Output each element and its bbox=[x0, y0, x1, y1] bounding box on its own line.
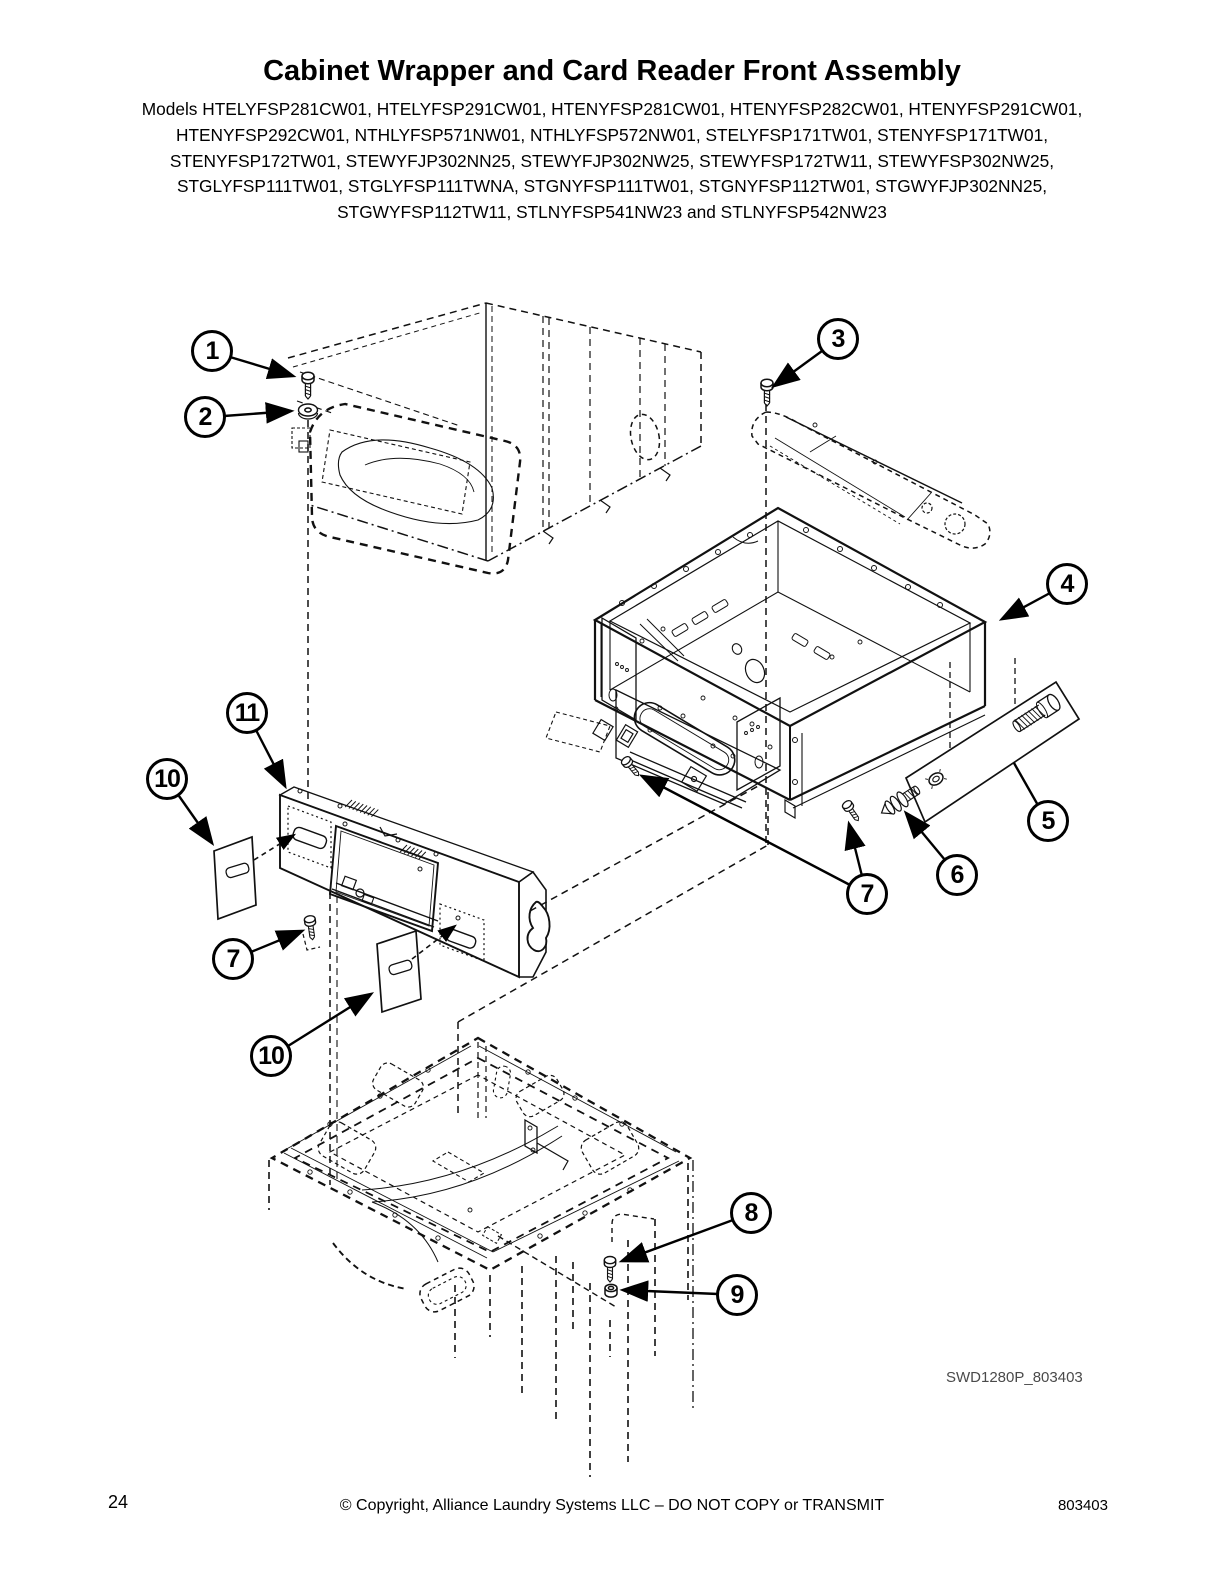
blank-plate-art bbox=[377, 931, 421, 1012]
document-number: 803403 bbox=[1057, 1497, 1108, 1514]
screw-part8-icon bbox=[604, 1256, 615, 1281]
screw-seat-line bbox=[303, 934, 320, 950]
callout-8: 8 bbox=[730, 1192, 772, 1234]
screw-part7-icon bbox=[841, 799, 862, 824]
callout-9: 9 bbox=[716, 1274, 758, 1316]
mounting-strip-art bbox=[752, 412, 990, 548]
callout-7-left: 7 bbox=[212, 938, 254, 980]
model-list-line: Models HTELYFSP281CW01, HTELYFSP291CW01, HTENYFSP281CW01, HTENYFSP282CW01, HTENYFSP291CW01, bbox=[141, 99, 1083, 119]
nut-part9-icon bbox=[605, 1284, 617, 1297]
drawing-code: SWD1280P_803403 bbox=[946, 1369, 1083, 1386]
callout-10-bottom: 10 bbox=[250, 1035, 292, 1077]
model-list-line: STGWYFSP112TW11, STLNYFSP541NW23 and STLNYFSP542NW23 bbox=[337, 202, 887, 223]
blank-plate-art bbox=[214, 837, 256, 919]
callout-4: 4 bbox=[1046, 563, 1088, 605]
model-list-line: STGLYFSP111TW01, STGLYFSP111TWNA, STGNYFSP111TW01, STGNYFSP112TW01, STGWYFJP302NN25, bbox=[176, 176, 1048, 197]
screw-part7-icon bbox=[620, 755, 642, 779]
screw-part1-icon bbox=[302, 372, 314, 399]
screw-part7-icon bbox=[304, 915, 318, 940]
callout-2: 2 bbox=[184, 396, 226, 438]
screw-part3-icon bbox=[761, 379, 773, 406]
callout-5: 5 bbox=[1027, 800, 1069, 842]
washer-part2-icon bbox=[299, 404, 318, 419]
callout-7-right: 7 bbox=[846, 873, 888, 915]
callout-1: 1 bbox=[191, 330, 233, 372]
model-list-line: HTENYFSP292CW01, NTHLYFSP571NW01, NTHLYFSP572NW01, STELYFSP171TW01, STENYFSP171TW01, bbox=[175, 124, 1049, 145]
upper-cabinet-art bbox=[288, 303, 701, 573]
callout-11: 11 bbox=[226, 692, 268, 734]
callout-6: 6 bbox=[936, 854, 978, 896]
callout-3: 3 bbox=[817, 318, 859, 360]
callout-10-left: 10 bbox=[146, 758, 188, 800]
page-number: 24 bbox=[108, 1492, 129, 1512]
model-list-line: STENYFSP172TW01, STEWYFJP302NN25, STEWYFJP302NW25, STEWYFSP172TW11, STEWYFSP302NW25, bbox=[169, 150, 1055, 171]
page-title: Cabinet Wrapper and Card Reader Front Assembly bbox=[263, 55, 961, 87]
copyright-notice: © Copyright, Alliance Laundry Systems LLC – DO NOT COPY or TRANSMIT bbox=[339, 1497, 885, 1514]
